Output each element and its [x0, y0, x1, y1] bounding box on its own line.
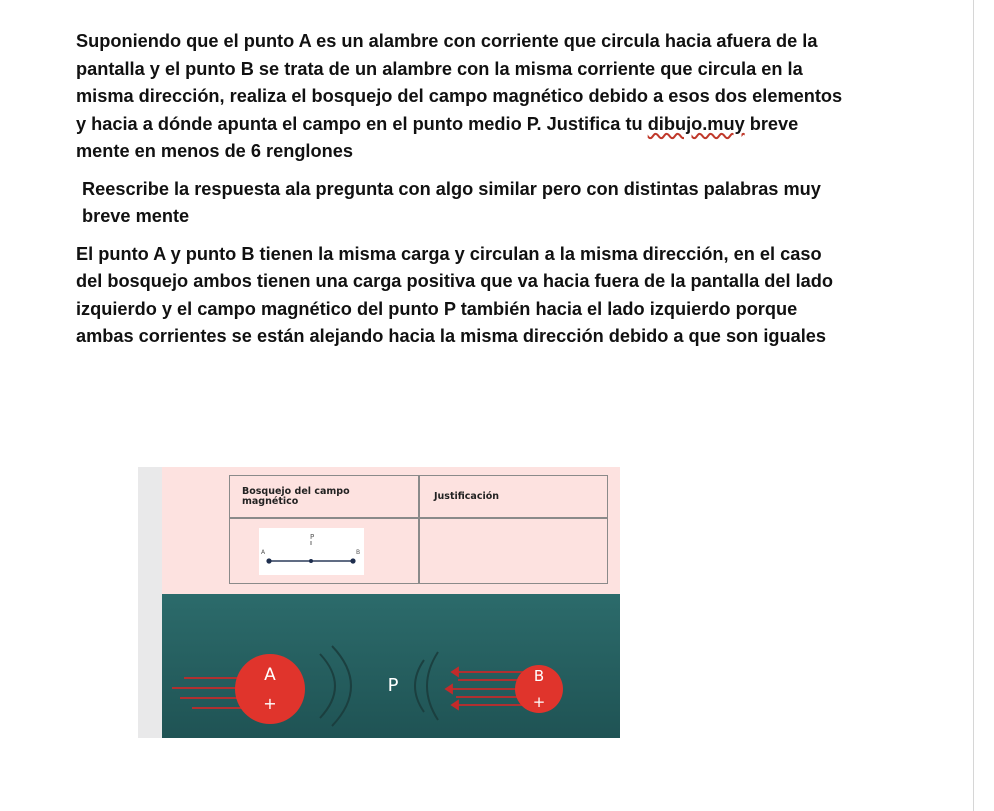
sketch-label-p: P	[310, 533, 315, 541]
document-body	[76, 28, 846, 361]
image-left-strip	[138, 467, 162, 738]
question-text-part-1: Suponiendo que el punto A es un alambre con corriente que circula hacia afuera de la pantalla y el punto B se trata de un alambre con la misma corriente que circula en la misma dirección, realiza el bosquejo del campo magnético debido a esos dos elementos y hacia a dónde apunta el campo en el punto medio P. Justifica tu	[76, 31, 843, 134]
answer-paragraph[interactable]: El punto A y punto B tienen la misma carga y circulan a la misma dirección, en el caso del bosquejo ambos tienen una carga positiva que va hacia fuera de la pantalla del lado izquierdo y el campo magnético del punto P también hacia el lado izquierdo porque ambas corrientes se están alejando hacia la misma dirección debido a que son iguales	[76, 243, 834, 346]
field-sketch-thumbnail	[259, 528, 364, 575]
charge-a-label: A	[264, 665, 276, 685]
charge-b-label: B	[533, 667, 545, 685]
field-diagram-svg	[162, 594, 620, 738]
charge-a	[235, 654, 305, 724]
question-text-part-2: breve mente en menos de 6 renglones	[76, 113, 799, 161]
spellcheck-flagged-word[interactable]: dibujo.muy	[647, 113, 745, 134]
field-arcs	[320, 646, 438, 726]
embedded-image[interactable]	[138, 467, 620, 738]
sketch-label-b: B	[356, 549, 361, 556]
charge-b-sign: +	[532, 693, 546, 711]
image-field-diagram	[162, 594, 620, 738]
field-sketch-svg	[259, 528, 364, 575]
sketch-point-p	[309, 559, 313, 563]
table-header-sketch: Bosquejo del campo magnético	[242, 486, 350, 507]
charge-b	[515, 665, 563, 713]
image-table-section	[162, 467, 620, 594]
vertical-scrollbar[interactable]	[973, 0, 994, 811]
point-p-label: P	[387, 675, 399, 696]
sketch-label-a: A	[261, 549, 266, 556]
instruction-paragraph[interactable]: Reescribe la respuesta ala pregunta con algo similar pero con distintas palabras muy breve mente	[82, 178, 821, 226]
table-header-justification: Justificación	[434, 491, 500, 502]
sketch-point-a	[266, 558, 271, 563]
sketch-point-b	[350, 558, 355, 563]
question-paragraph[interactable]	[76, 28, 846, 166]
charge-a-sign: +	[263, 694, 277, 713]
